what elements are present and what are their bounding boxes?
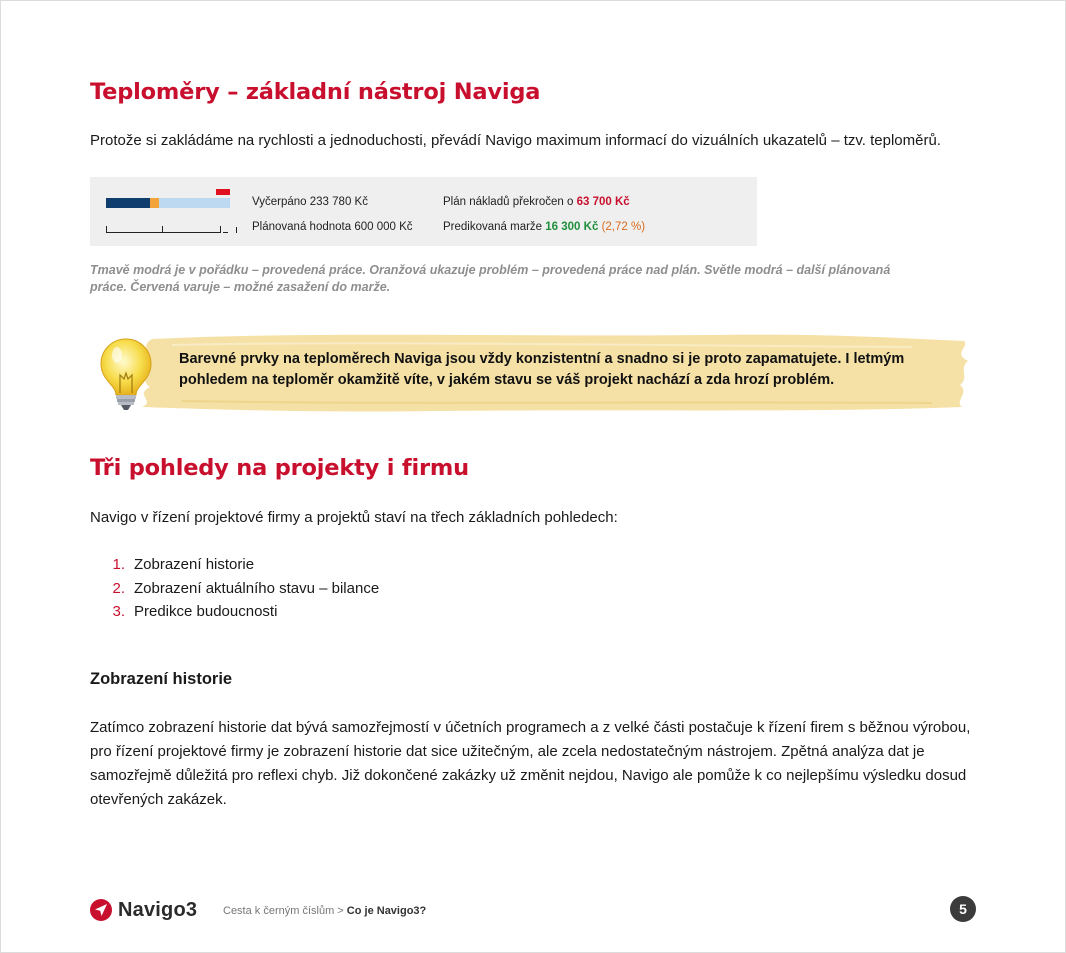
- list-number: 1.: [112, 556, 125, 573]
- list-number: 3.: [112, 603, 125, 620]
- spent-row: [252, 196, 368, 208]
- breadcrumb: [223, 905, 426, 917]
- planned-value: 600 000 Kč: [354, 221, 413, 233]
- list-item: [90, 553, 379, 577]
- views-intro: Navigo v řízení projektové firmy a projektů staví na třech základních pohledech:: [90, 509, 618, 526]
- list-item: [90, 600, 379, 624]
- scale-end-tick: [236, 227, 237, 233]
- bar-overplan-segment: [150, 198, 159, 208]
- page-number: 5: [950, 896, 976, 922]
- scale-tick: [162, 226, 163, 232]
- tip-text: Barevné prvky na teploměrech Naviga jsou vždy konzistentní a snadno si je proto zapamatujete. I letmým pohledem na teploměr okamžitě víte, v jakém stavu se váš projekt nachází a zda hrozí problém.: [179, 351, 905, 388]
- subsection-title-history: Zobrazení historie: [90, 670, 233, 688]
- history-paragraph: Zatímco zobrazení historie dat bývá samozřejmostí v účetních programech a z velké části postačuje k řízení firem s běžnou výrobou, pro řízení projektové firmy je zobrazení historie dat sice užitečným, ale zcela nedostatečným nástrojem. Zpětná analýza dat je samozřejmě důležitá pro reflexi chyb. Již dokončené zakázky už změnit nejdou, Navigo ale pomůže k co nejlepšímu výsledku dosud otevřených zakázek.: [90, 719, 971, 808]
- navigo-logo[interactable]: [90, 898, 197, 922]
- margin-paren-close: ): [641, 221, 646, 233]
- margin-paren-open: (: [601, 221, 606, 233]
- views-list: [90, 553, 379, 624]
- section-title-thermometers: Teploměry – základní nástroj Naviga: [90, 79, 541, 105]
- lightbulb-icon: [94, 335, 158, 411]
- list-label: Predikce budoucnosti: [134, 603, 278, 620]
- breadcrumb-parent[interactable]: Cesta k černým číslům >: [223, 905, 344, 917]
- list-label: Zobrazení historie: [134, 556, 255, 573]
- over-plan-label: Plán nákladů překročen o: [443, 196, 574, 208]
- thermometer-caption: Tmavě modrá je v pořádku – provedená práce. Oranžová ukazuje problém – provedená práce nad plán. Světle modrá – další plánovaná práce. Červená varuje – možné zasažení do marže.: [90, 263, 891, 294]
- planned-label: Plánovaná hodnota: [252, 221, 352, 233]
- section-intro: Protože si zakládáme na rychlosti a jednoduchosti, převádí Navigo maximum informací do vizuálních ukazatelů – tzv. teploměrů.: [90, 132, 941, 149]
- tip-callout: [90, 331, 970, 413]
- page-footer: [90, 896, 976, 924]
- logo-text: Navigo3: [118, 898, 198, 921]
- spent-value: 233 780 Kč: [309, 196, 368, 208]
- list-label: Zobrazení aktuálního stavu – bilance: [134, 579, 380, 597]
- thermometer-scale: [106, 226, 221, 233]
- list-number: 2.: [112, 579, 125, 597]
- breadcrumb-current: Co je Navigo3?: [346, 905, 427, 917]
- over-plan-value: 63 700 Kč: [576, 196, 630, 208]
- margin-warning-marker: [216, 189, 230, 195]
- list-item: [90, 577, 379, 601]
- section-title-three-views: Tři pohledy na projekty i firmu: [90, 455, 469, 481]
- thermometer-example: [90, 177, 757, 246]
- bar-done-segment: [106, 198, 150, 208]
- scale-dash: [223, 232, 228, 233]
- margin-row: [443, 221, 645, 233]
- margin-value: 16 300 Kč: [545, 221, 599, 233]
- over-plan-row: [443, 196, 630, 208]
- spent-label: Vyčerpáno: [252, 196, 307, 208]
- margin-percent: 2,72 %: [605, 221, 642, 233]
- planned-row: [252, 221, 413, 233]
- margin-label: Predikovaná marže: [443, 221, 543, 233]
- thermometer-bar: [106, 198, 230, 208]
- navigation-arrow-icon: [90, 899, 112, 921]
